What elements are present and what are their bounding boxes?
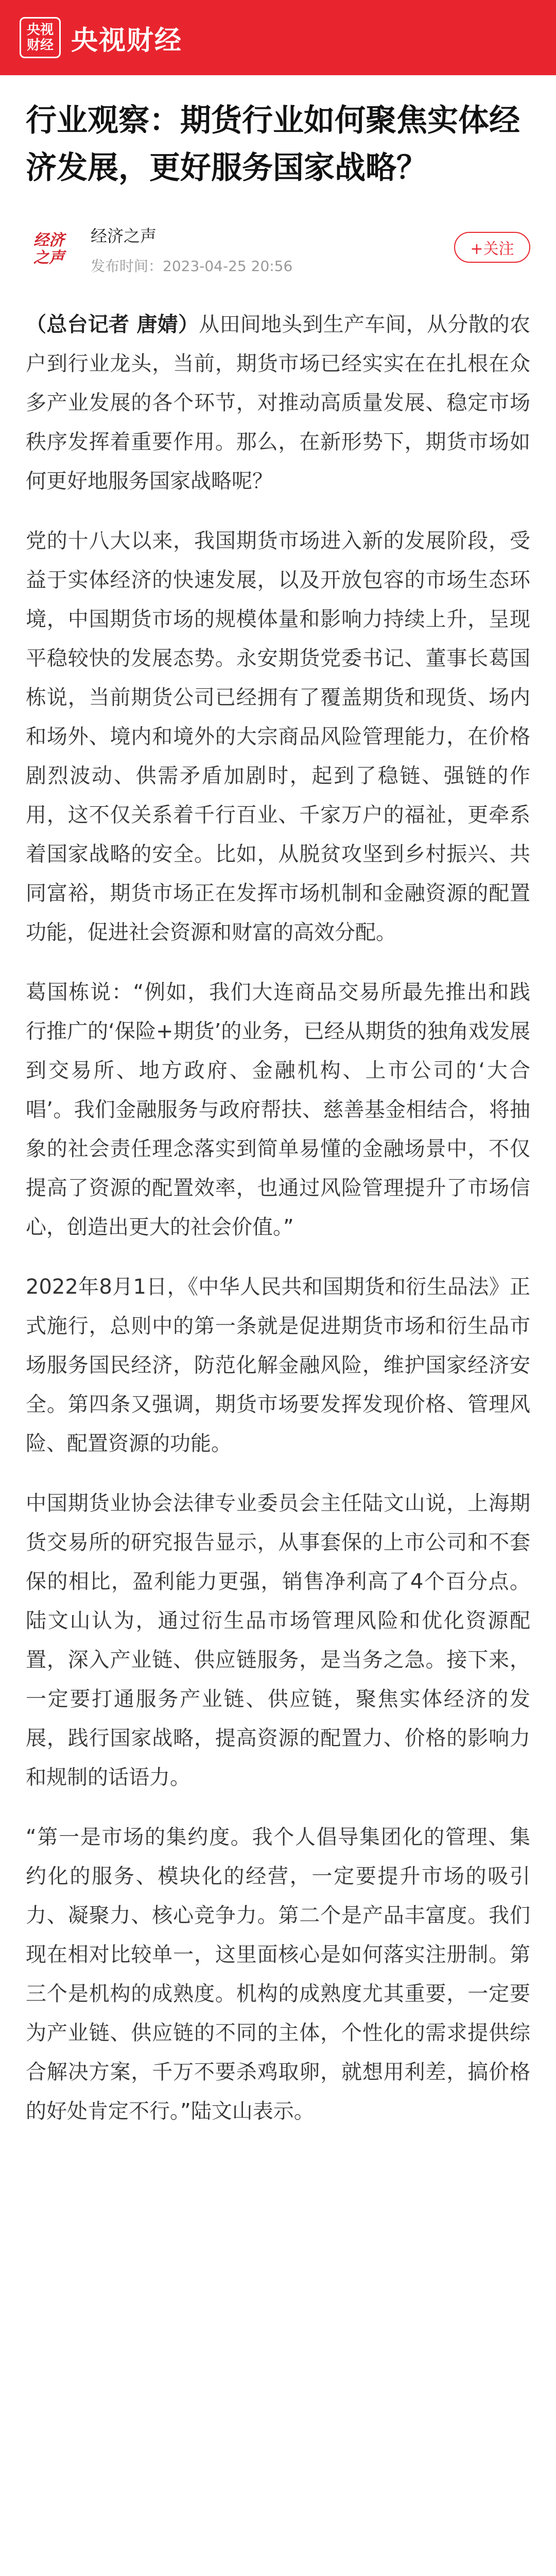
paragraph: “第一是市场的集约度。我个人倡导集团化的管理、集约化的服务、模块化的经营，一定要提升市场的吸引力、凝聚力、核心竞争力。第二个是产品丰富度。我们现在相对比较单一，这里面核心是如何落实注册制。第三个是机构的成熟度。机构的成熟度尤其重要，一定要为产业链、供应链的不同的主体，个性化的需求提供综合解决方案，千万不要杀鸡取卵，就想用利差，搞价格的好处肯定不行。”陆文山表示。: [26, 1825, 530, 2123]
paragraph-text: 从田间地头到生产车间，从分散的农户到行业龙头，当前，期货市场已经实实在在扎根在众多产业发展的各个环节，对推动高质量发展、稳定市场秩序发挥着重要作用。那么，在新形势下，期货市场如何更好地服务国家战略呢？: [26, 313, 530, 493]
brand-name: 央视财经: [71, 25, 183, 56]
follow-button[interactable]: +关注: [454, 232, 530, 263]
paragraph: 葛国栋说：“例如，我们大连商品交易所最先推出和践行推广的‘保险+期货’的业务，已经从期货的独角戏发展到交易所、地方政府、金融机构、上市公司的‘大合唱’。我们金融服务与政府帮扶、慈善基金相结合，将抽象的社会责任理念落实到简单易懂的金融场景中，不仅提高了资源的配置效率，也通过风险管理提升了市场信心，创造出更大的社会价值。”: [26, 980, 530, 1239]
paragraph: 中国期货业协会法律专业委员会主任陆文山说，上海期货交易所的研究报告显示，从事套保的上市公司和不套保的相比，盈利能力更强，销售净利高了4个百分点。陆文山认为，通过衍生品市场管理风险和优化资源配置，深入产业链、供应链服务，是当务之急。接下来，一定要打通服务产业链、供应链，聚焦实体经济的发展，践行国家战略，提高资源的配置力、价格的影响力和规制的话语力。: [26, 1492, 530, 1789]
logo-text-line1: 央视: [26, 22, 54, 38]
reporter-credit: （总台记者 唐婧）: [26, 313, 199, 336]
author-logo-line1: 经济: [33, 231, 64, 249]
publish-time: 发布时间：2023-04-25 20:56: [91, 258, 293, 275]
paragraph: [26, 305, 530, 501]
article-title: 行业观察：期货行业如何聚焦实体经济发展，更好服务国家战略？: [26, 103, 520, 186]
top-bar: [0, 0, 556, 75]
author-meta: [91, 223, 292, 276]
author-name[interactable]: 经济之声: [91, 226, 157, 246]
cctv-finance-logo[interactable]: [20, 17, 61, 58]
paragraph: 党的十八大以来，我国期货市场进入新的发展阶段，受益于实体经济的快速发展，以及开放包容的市场生态环境，中国期货市场的规模体量和影响力持续上升，呈现平稳较快的发展态势。永安期货党委书记、董事长葛国栋说，当前期货公司已经拥有了覆盖期货和现货、场内和场外、境内和境外的大宗商品风险管理能力，在价格剧烈波动、供需矛盾加剧时，起到了稳链、强链的作用，这不仅关系着千行百业、千家万户的福祉，更牵系着国家战略的安全。比如，从脱贫攻坚到乡村振兴、共同富裕，期货市场正在发挥市场机制和金融资源的配置功能，促进社会资源和财富的高效分配。: [26, 529, 530, 944]
paragraph: 2022年8月1日，《中华人民共和国期货和衍生品法》正式施行，总则中的第一条就是促进期货市场和衍生品市场服务国民经济，防范化解金融风险，维护国家经济安全。第四条又强调，期货市场要发挥发现价格、管理风险、配置资源的功能。: [26, 1275, 530, 1455]
author-row: [26, 224, 530, 275]
article-body: [26, 305, 530, 2131]
logo-text-line2: 财经: [26, 38, 54, 53]
article: [0, 97, 556, 2131]
author-logo-line2: 之声: [33, 249, 64, 267]
author-logo[interactable]: [26, 226, 72, 273]
